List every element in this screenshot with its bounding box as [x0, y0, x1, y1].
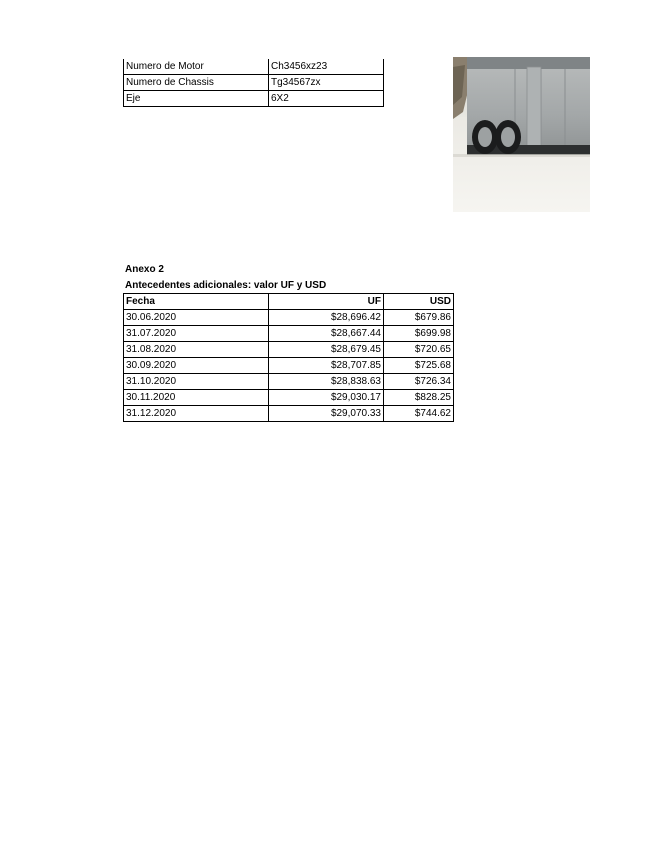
table-row — [124, 358, 454, 374]
usd-cell: $720.65 — [384, 342, 454, 358]
spec-label: Numero de Motor — [124, 59, 269, 75]
bus-photo — [453, 57, 590, 212]
spec-value: 6X2 — [269, 91, 384, 107]
column-header-uf: UF — [269, 294, 384, 310]
table-header-row — [124, 294, 454, 310]
table-row — [124, 75, 384, 91]
uf-usd-table — [123, 293, 454, 422]
spec-label: Eje — [124, 91, 269, 107]
table-row — [124, 390, 454, 406]
table-row — [124, 91, 384, 107]
date-cell: 31.12.2020 — [124, 406, 269, 422]
column-header-usd: USD — [384, 294, 454, 310]
table-row — [124, 59, 384, 75]
anexo-title: Anexo 2 — [125, 264, 164, 275]
usd-cell: $744.62 — [384, 406, 454, 422]
date-cell: 30.06.2020 — [124, 310, 269, 326]
vehicle-spec-table — [123, 59, 384, 107]
table-row — [124, 374, 454, 390]
table-row — [124, 406, 454, 422]
usd-cell: $726.34 — [384, 374, 454, 390]
date-cell: 30.11.2020 — [124, 390, 269, 406]
uf-cell: $28,838.63 — [269, 374, 384, 390]
uf-cell: $28,679.45 — [269, 342, 384, 358]
usd-cell: $725.68 — [384, 358, 454, 374]
spec-value: Tg34567zx — [269, 75, 384, 91]
anexo-subtitle: Antecedentes adicionales: valor UF y USD — [125, 280, 327, 291]
column-header-fecha: Fecha — [124, 294, 269, 310]
usd-cell: $679.86 — [384, 310, 454, 326]
date-cell: 30.09.2020 — [124, 358, 269, 374]
usd-cell: $828.25 — [384, 390, 454, 406]
usd-cell: $699.98 — [384, 326, 454, 342]
date-cell: 31.07.2020 — [124, 326, 269, 342]
spec-label: Numero de Chassis — [124, 75, 269, 91]
uf-cell: $28,696.42 — [269, 310, 384, 326]
table-row — [124, 310, 454, 326]
uf-cell: $28,707.85 — [269, 358, 384, 374]
uf-cell: $28,667.44 — [269, 326, 384, 342]
table-row — [124, 326, 454, 342]
uf-cell: $29,070.33 — [269, 406, 384, 422]
uf-cell: $29,030.17 — [269, 390, 384, 406]
date-cell: 31.08.2020 — [124, 342, 269, 358]
spec-value: Ch3456xz23 — [269, 59, 384, 75]
date-cell: 31.10.2020 — [124, 374, 269, 390]
table-row — [124, 342, 454, 358]
